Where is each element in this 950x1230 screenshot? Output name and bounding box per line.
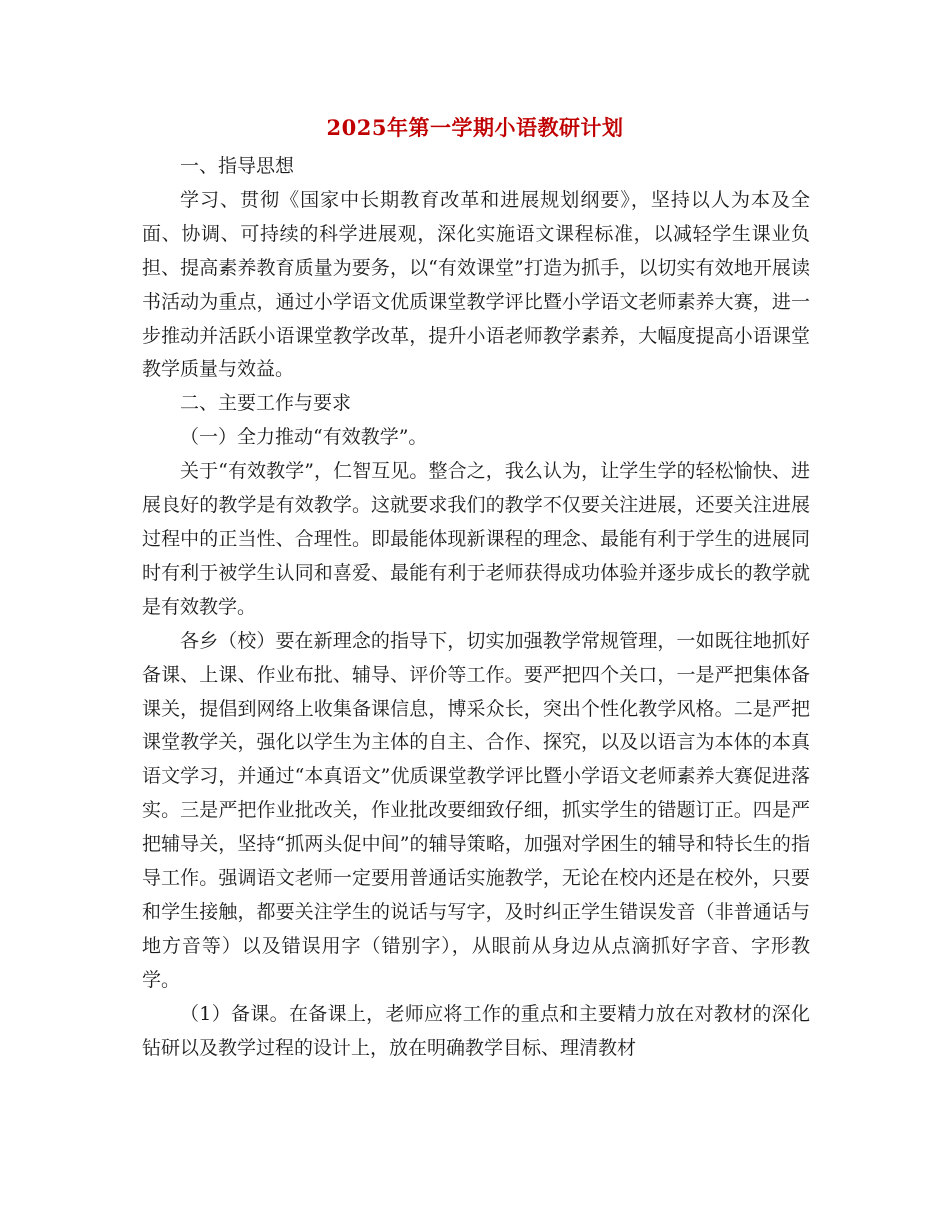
paragraph: 学习、贯彻《国家中长期教育改革和进展规划纲要》，坚持以人为本及全面、协调、可持续的科学进展观，深化实施语文课程标准，以减轻学生课业负担、提高素养教育质量为要务，以“有效课堂”打造为抓手，以切实有效地开展读书活动为重点，通过小学语文优质课堂教学评比暨小学语文老师素养大赛，进一步推动并活跃小语课堂教学改革，提升小语老师教学素养，大幅度提高小语课堂教学质量与效益。 — [142, 188, 810, 381]
paragraph: 关于“有效教学”，仁智互见。整合之，我么认为，让学生学的轻松愉快、进展良好的教学是有效教学。这就要求我们的教学不仅要关注进展，还要关注进展过程中的正当性、合理性。即最能体现新课程的理念、最能有利于学生的进展同时有利于被学生认同和喜爱、最能有利于老师获得成功体验并逐步成长的教学就是有效教学。 — [142, 460, 810, 618]
section-heading-main-work: 二、主要工作与要求 — [180, 392, 352, 415]
subsection-heading-effective-teaching: （一）全力推动“有效教学”。 — [180, 426, 428, 449]
document-body — [142, 150, 810, 1065]
paragraph: 各乡（校）要在新理念的指导下，切实加强教学常规管理，一如既往地抓好备课、上课、作业布批、辅导、评价等工作。要严把四个关口，一是严把集体备课关，提倡到网络上收集备课信息，博采众长，突出个性化教学风格。二是严把课堂教学关，强化以学生为主体的自主、合作、探究，以及以语言为本体的本真语文学习，并通过“本真语文”优质课堂教学评比暨小学语文老师素养大赛促进落实。三是严把作业批改关，作业批改要细致仔细，抓实学生的错题订正。四是严把辅导关，坚持“抓两头促中间”的辅导策略，加强对学困生的辅导和特长生的指导工作。强调语文老师一定要用普通话实施教学，无论在校内还是在校外，只要和学生接触，都要关注学生的说话与写字，及时纠正学生错误发音（非普通话与地方音等）以及错误用字（错别字），从眼前从身边从点滴抓好字音、字形教学。 — [142, 629, 810, 991]
paragraph: （1）备课。在备课上，老师应将工作的重点和主要精力放在对教材的深化钻研以及教学过程的设计上，放在明确教学目标、理清教材 — [142, 1002, 810, 1059]
section-heading-guiding-thought: 一、指导思想 — [180, 155, 295, 177]
document-title: 2025年第一学期小语教研计划 — [326, 115, 624, 140]
